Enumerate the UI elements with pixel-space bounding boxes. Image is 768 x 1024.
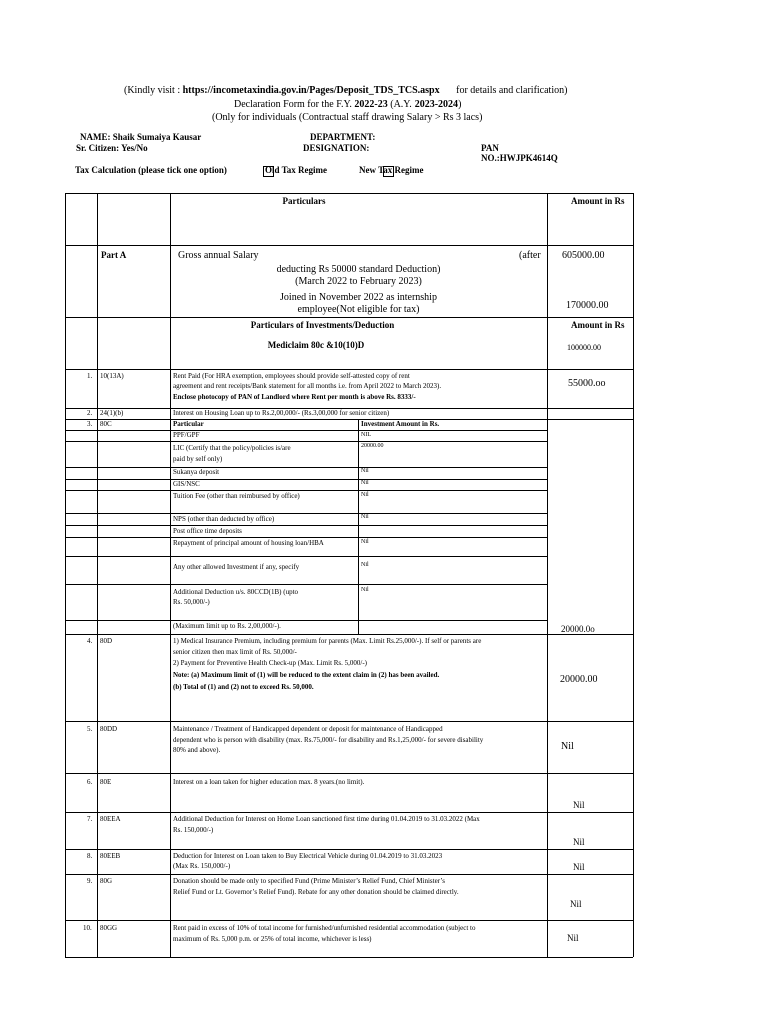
row-8-text-2: (Max Rs. 150,000/-) [173, 862, 231, 870]
nps-value: Nil [361, 514, 369, 520]
row-5-text-3: 80% and above). [173, 746, 221, 754]
row-2-section: 24(1)(b) [100, 409, 124, 417]
nps-label: NPS (other than deducted by office) [173, 515, 275, 523]
period-label: (March 2022 to February 2023) [295, 276, 422, 287]
row-4-amount: 20000.00 [560, 674, 598, 685]
row-1-text-2: agreement and rent receipts/Bank statement for all months i.e. from April 2022 to March 2023). [173, 382, 442, 390]
gis-label: GIS/NSC [173, 480, 200, 488]
row-10-number: 10. [83, 924, 92, 932]
row-1-text-3: Enclose photocopy of PAN of Landlord where Rent per month is above Rs. 8333/- [173, 393, 416, 401]
ay-prefix: (A.Y. [390, 99, 412, 110]
designation-label: DESIGNATION: [303, 143, 370, 153]
row-8-number: 8. [87, 852, 93, 860]
row-6-number: 6. [87, 778, 93, 786]
row-10-text-1: Rent paid in excess of 10% of total income for furnished/unfurnished residential accommodation (subject to [173, 924, 476, 932]
row-6-section: 80E [100, 778, 112, 786]
row-3-number: 3. [87, 420, 93, 428]
deducting-label: deducting Rs 50000 standard Deduction) [276, 264, 441, 275]
row-5-section: 80DD [100, 725, 118, 733]
repayment-label: Repayment of principal amount of housing loan/HBA [173, 539, 324, 547]
lic-value: 20000.00 [361, 443, 384, 449]
row-4-number: 4. [87, 637, 93, 645]
tuition-label: Tuition Fee (other than reimbursed by office) [173, 492, 300, 500]
sukanya-value: Nil [361, 468, 369, 474]
employee-name: NAME: Shaik Sumaiya Kausar [80, 132, 202, 142]
row-5-text-1: Maintenance / Treatment of Handicapped dependent or deposit for maintenance of Handicapped [173, 725, 443, 733]
joined-label-2: employee(Not eligible for tax) [297, 304, 420, 315]
row-5-amount: Nil [561, 741, 574, 752]
after-label: (after [519, 250, 541, 261]
row-3-section: 80C [100, 420, 112, 428]
mediclaim-amount: 100000.00 [567, 343, 601, 352]
gross-salary-label: Gross annual Salary [178, 250, 259, 261]
row-1-text-1: Rent Paid (For HRA exemption, employees should provide self-attested copy of rent [173, 372, 410, 380]
row-9-text-1: Donation should be made only to specified Fund (Prime Minister’s Relief Fund, Chief Minister’s [173, 877, 445, 885]
row-7-text-1: Additional Deduction for Interest on Home Loan sanctioned first time during 01.04.2019 to 31.03.2022 (Max [173, 815, 480, 823]
ay-close: ) [458, 99, 462, 110]
additional-deduction-label-1: Additional Deduction u/s. 80CCD(1B) (upto [173, 588, 299, 596]
row-3-amount: 20000.0o [561, 624, 595, 634]
pan-label: PAN [481, 143, 499, 153]
row-4-text-2: senior citizen then max limit of Rs. 50,000/- [173, 648, 297, 656]
row-1-section: 10(13A) [100, 372, 124, 380]
row-4-note-b: (b) Total of (1) and (2) not to exceed Rs. 50,000. [173, 683, 314, 691]
gross-salary-amount: 605000.00 [562, 250, 605, 261]
header-amount: Amount in Rs [571, 196, 625, 206]
row-8-section: 80EEB [100, 852, 121, 860]
mediclaim-label: Mediclaim 80c &10(10)D [267, 340, 365, 350]
row-2-number: 2. [87, 409, 93, 417]
row-4-note-a: Note: (a) Maximum limit of (1) will be reduced to the extent claim in (2) has been availed. [173, 671, 440, 679]
visit-prefix: (Kindly visit : [124, 85, 181, 96]
only-for-note: (Only for individuals (Contractual staff drawing Salary > Rs 3 lacs) [212, 112, 483, 123]
row-10-text-2: maximum of Rs. 5,000 p.m. or 25% of total income, whichever is less) [173, 935, 372, 943]
row-1-number: 1. [87, 372, 93, 380]
header-particulars: Particulars [282, 196, 326, 206]
fy: 2022-23 [354, 99, 388, 110]
additional-deduction-label-2: Rs. 50,000/-) [173, 598, 210, 606]
lic-label-1: LIC (Certify that the policy/policies is/are [173, 444, 291, 452]
tuition-value: Nil [361, 492, 369, 498]
visit-url-link[interactable]: https://incometaxindia.gov.in/Pages/Deposit_TDS_TCS.aspx [182, 85, 440, 96]
part-a-label: Part A [101, 250, 127, 260]
old-regime-label: Old Tax Regime [265, 165, 328, 175]
other-investment-value: Nil [361, 562, 369, 568]
post-office-label: Post office time deposits [173, 527, 242, 535]
row-2-text: Interest on Housing Loan up to Rs.2,00,000/- (Rs.3,00,000 for senior citizen) [173, 409, 390, 417]
department-label: DEPARTMENT: [310, 132, 376, 142]
ppf-value: NIL [361, 432, 371, 438]
visit-note [124, 85, 567, 96]
row-4-text-1: 1) Medical Insurance Premium, including premium for parents (Max. Limit Rs.25,000/-). If self or parents are [173, 637, 482, 645]
row-10-section: 80GG [100, 924, 118, 932]
row-9-amount: Nil [570, 899, 582, 909]
gis-value: Nil [361, 480, 369, 486]
row-6-amount: Nil [573, 800, 585, 810]
row-7-section: 80EEA [100, 815, 121, 823]
ppf-label: PPF/GPF [173, 431, 200, 439]
repayment-value: Nil [361, 539, 369, 545]
subtable-investment-header: Investment Amount in Rs. [361, 420, 440, 428]
row-8-amount: Nil [573, 862, 585, 872]
max-limit-note: (Maximum limit up to Rs. 2,00,000/-). [173, 622, 281, 630]
row-1-amount: 55000.oo [568, 378, 606, 389]
sr-citizen-label: Sr. Citizen: Yes/No [76, 143, 148, 153]
row-9-section: 80G [100, 877, 113, 885]
decl-prefix: Declaration Form for the F.Y. [234, 99, 352, 110]
visit-suffix: for details and clarification) [456, 85, 568, 96]
pan-number: NO.:HWJPK4614Q [481, 153, 558, 163]
lic-label-2: paid by self only) [173, 455, 223, 463]
row-7-number: 7. [87, 815, 93, 823]
declaration-title [234, 99, 461, 110]
row-7-amount: Nil [573, 837, 585, 847]
row-6-text: Interest on a loan taken for higher education max. 8 years.(no limit). [173, 778, 365, 786]
sukanya-label: Sukanya deposit [173, 468, 220, 476]
tax-calc-label: Tax Calculation (please tick one option) [75, 165, 227, 175]
new-regime-label: New Tax Regime [359, 165, 424, 175]
row-10-amount: Nil [567, 933, 579, 943]
investments-amount-heading: Amount in Rs [571, 320, 625, 330]
joined-label-1: Joined in November 2022 as internship [280, 292, 437, 303]
intern-amount: 170000.00 [566, 300, 609, 311]
ay: 2023-2024 [414, 99, 459, 110]
row-4-section: 80D [100, 637, 113, 645]
investments-heading: Particulars of Investments/Deduction [250, 320, 395, 330]
row-5-text-2: dependent who is person with disability (max. Rs.75,000/- for disability and Rs.1,25,000/- for severe disability [173, 736, 484, 744]
additional-deduction-value: Nil [361, 587, 369, 593]
subtable-particular-header: Particular [173, 420, 204, 428]
row-9-text-2: Relief Fund or Lt. Governor’s Relief Fund). Rebate for any other donation should be claimed directly. [173, 888, 459, 896]
row-5-number: 5. [87, 725, 93, 733]
other-investment-label: Any other allowed Investment if any, specify [173, 563, 300, 571]
row-4-text-3: 2) Payment for Preventive Health Check-up (Max. Limit Rs. 5,000/-) [173, 659, 368, 667]
row-9-number: 9. [87, 877, 93, 885]
row-8-text-1: Deduction for Interest on Loan taken to Buy Electrical Vehicle during 01.04.2019 to 31.03.2023 [173, 852, 443, 860]
row-7-text-2: Rs. 150,000/-) [173, 826, 214, 834]
